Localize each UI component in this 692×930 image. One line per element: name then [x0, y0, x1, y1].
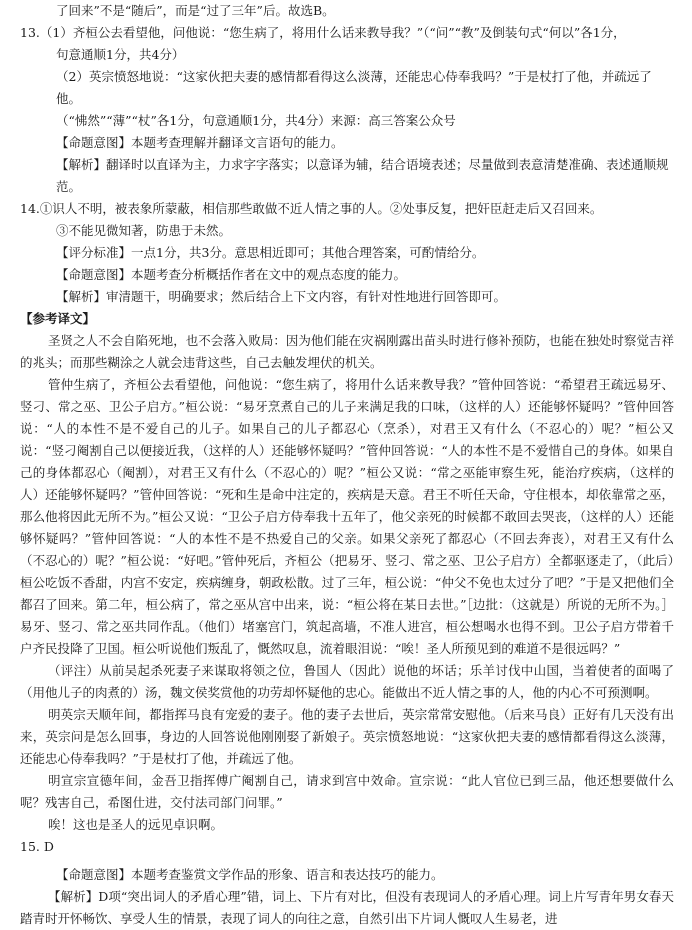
text-line: 句意通顺1分，共4分） [56, 47, 185, 62]
commentary-paragraph: （评注）从前吴起杀死妻子来谋取将领之位，鲁国人（因此）说他的坏话；乐羊讨伐中山国，当着使者的面喝了（用他儿子的肉煮的）汤，魏文侯奖赏他的功劳却怀疑他的忠心。能做出不近人情之事的人，他的内心不可预测啊。 [20, 663, 674, 700]
question-13-part2: （2）英宗愤怒地说：“这家伙把夫妻的感情都看得这么淡薄，还能忠心侍奉我吗？”于是杖打了他，并疏远了他。 [56, 69, 652, 106]
translation-paragraph: 管仲生病了，齐桓公去看望他，问他说：“您生病了，将用什么话来教导我？”管仲回答说：“希望君王疏远易牙、竖刁、常之巫、卫公子启方。”桓公说：“易牙烹煮自己的儿子来满足我的口味，（这样的人）还能够怀疑吗？”管仲回答说：“人的本性不是不爱自己的儿子。如果自己的儿子都忍心（烹杀），对君王又有什么（不忍心的）呢？”桓公又说：“竖刁阉割自己以便接近我，（这样的人）还能够怀疑吗？”管仲回答说：“人的本性不是不爱惜自己的身体。如果自己的身体都忍心（阉割），对君王又有什么（不忍心的）呢？”桓公又说：“常之巫能审察生死，能治疗疾病，（这样的人）还能够怀疑吗？”管仲回答说：“死和生是命中注定的，疾病是天意。君王不听任天命，守住根本，却依靠常之巫，那么他将因此无所不为。”桓公又说：“卫公子启方侍奉我十五年了，他父亲死的时候都不敢回去哭丧，（这样的人）还能够怀疑吗？”管仲回答说：“人的本性不是不热爱自己的父亲。如果父亲死了都忍心（不回去奔丧），对君王又有什么（不忍心的）呢？”桓公说：“好吧。”管仲死后，齐桓公（把易牙、竖刁、常之巫、卫公子启方）全都驱逐走了，（此后）桓公吃饭不香甜，内宫不安定，疾病缠身，朝政松散。过了三年，桓公说：“仲父不免也太过分了吧？”于是又把他们全都召了回来。第二年，桓公病了，常之巫从宫中出来，说：“桓公将在某日去世。”［边批：（这就是）所说的无所不为。］易牙、竖刁、常之巫共同作乱。（他们）堵塞宫门，筑起高墙，不准人进宫，桓公想喝水也得不到。卫公子启方带着千户齐民投降了卫国。桓公听说他们叛乱了，慨然叹息，流着眼泪说：“唉！圣人所预见到的难道不是很远吗？” [20, 377, 674, 656]
analysis-note: 【解析】翻译时以直译为主，力求字字落实；以意译为辅，结合语境表述；尽量做到表意清楚准确、表述通顺规 [56, 157, 669, 172]
intent-note: 【命题意图】本题考查鉴赏文学作品的形象、语言和表达技巧的能力。 [56, 867, 444, 882]
reference-translation-heading: 【参考译文】 [20, 311, 96, 326]
question-14: 14.①识人不明，被表象所蒙蔽，相信那些敢做不近人情之事的人。②处事反复，把奸臣赶走后又召回来。 [20, 201, 603, 216]
text-line: ③不能见微知著，防患于未然。 [56, 223, 232, 238]
analysis-note: 【解析】D项“突出词人的矛盾心理”错，词上、下片有对比，但没有表现词人的矛盾心理。词上片写青年男女春天踏青时开怀畅饮、享受人生的情景，表现了词人的向往之意，自然引出下片词人慨叹人生易老，进 [20, 889, 674, 926]
translation-paragraph: 明英宗天顺年间，都指挥马良有宠爱的妻子。他的妻子去世后，英宗常常安慰他。（后来马良）正好有几天没有出来，英宗问是怎么回事，身边的人回答说他刚刚娶了新娘子。英宗愤怒地说：“这家伙把夫妻的感情都看得这么淡薄，还能忠心侍奉我吗？”于是杖打了他，并疏远了他。 [20, 707, 674, 766]
question-13-part1: 13.（1）齐桓公去看望他，问他说：“您生病了，将用什么话来教导我？”（“问”“教”及倒装句式“何以”各1分， [20, 25, 626, 40]
text-line: （“怫然”“薄”“杖”各1分，句意通顺1分，共4分）来源：高三答案公众号 [56, 113, 456, 128]
intent-note: 【命题意图】本题考查理解并翻译文言语句的能力。 [56, 135, 344, 150]
text-line: 了回来”不是“随后”，而是“过了三年”后。故选B。 [56, 3, 335, 18]
translation-paragraph: 明宣宗宣德年间，金吾卫指挥傅广阉割自己，请求到宫中效命。宣宗说：“此人官位已到三品，他还想要做什么呢？残害自己，希图仕进，交付法司部门问罪。” [20, 773, 674, 810]
translation-paragraph: 唉！这也是圣人的远见卓识啊。 [48, 817, 224, 832]
intent-note: 【命题意图】本题考查分析概括作者在文中的观点态度的能力。 [56, 267, 407, 282]
scoring-note: 【评分标准】一点1分，共3分。意思相近即可；其他合理答案，可酌情给分。 [56, 245, 485, 260]
text-line: 范。 [56, 179, 82, 194]
question-15: 15. D [20, 839, 54, 854]
translation-paragraph: 圣贤之人不会自陷死地，也不会落入败局：因为他们能在灾祸刚露出苗头时进行修补预防，也能在独处时察觉吉祥的兆头；而那些糊涂之人就会违背这些，自己去触发埋伏的机关。 [20, 333, 674, 370]
analysis-note: 【解析】审清题干，明确要求；然后结合上下文内容，有针对性地进行回答即可。 [56, 289, 507, 304]
